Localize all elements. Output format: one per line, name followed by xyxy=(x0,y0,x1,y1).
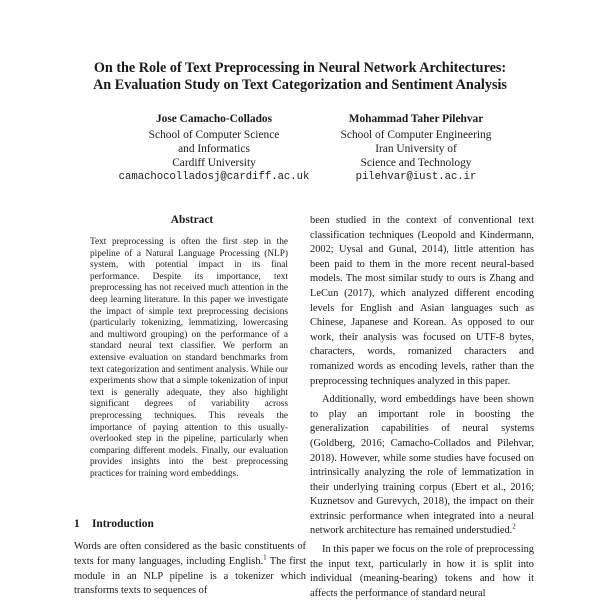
section-number: 1 xyxy=(74,518,80,530)
section-heading xyxy=(74,518,154,530)
author-email: pilehvar@iust.ac.ir xyxy=(355,171,477,183)
paper-title xyxy=(0,60,600,94)
author-name: Jose Camacho-Collados xyxy=(155,113,273,125)
author-name: Mohammad Taher Pilehvar xyxy=(348,113,484,125)
paragraph: In this paper we focus on the role of preprocessing the input text, particularly in how it is split into individual (meaning-bearing) tokens and how it affects the performance of standard neural xyxy=(310,544,534,599)
footnote-marker: 1 xyxy=(263,553,267,562)
abstract-heading: Abstract xyxy=(170,214,214,226)
author-affiliation: Science and Technology xyxy=(360,157,472,169)
author-affiliation: School of Computer Engineering xyxy=(340,129,492,141)
paragraph xyxy=(310,393,534,539)
paragraph: been studied in the context of conventional text classification techniques (Leopold and Kindermann, 2002; Uysal and Gunal, 2014), little attention has been paid to them in the more recent neural-based models. The most similar study to ours is Zhang and LeCun (2017), which analyzed different encoding levels for English and Asian languages such as Chinese, Japanese and Korean. As opposed to our work, their analysis was focused on UTF-8 bytes, characters, words, romanized characters and romanized words as encoding levels, rather than the preprocessing techniques analyzed in this paper. xyxy=(310,215,534,387)
author-affiliation: Iran University of xyxy=(375,143,457,155)
intro-text-part: Words are often considered as the basic constituents of texts for many languages, including English. xyxy=(74,541,306,567)
author-affiliation: School of Computer Science xyxy=(148,129,280,141)
section-title: Introduction xyxy=(92,518,154,530)
introduction-text xyxy=(74,540,306,599)
title-line-2: An Evaluation Study on Text Categorization and Sentiment Analysis xyxy=(93,77,507,93)
author-affiliation: and Informatics xyxy=(178,143,250,155)
abstract-text: Text preprocessing is often the first step in the pipeline of a Natural Language Processing (NLP) system, with potential impact in its final performance. Despite its importance, text preprocessing has not received much attention in the deep learning literature. In this paper we investigate the impact of simple text preprocessing decisions (particularly tokenizing, lemmatizing, lowercasing and multiword grouping) on the performance of a standard neural text classifier. We perform an extensive evaluation on standard benchmarks from text categorization and sentiment analysis. While our experiments show that a simple tokenization of input text is generally adequate, they also highlight significant degrees of variability across preprocessing techniques. This reveals the importance of paying attention to this usually-overlooked step in the pipeline, particularly when comparing different models. Finally, our evaluation provides insights into the best preprocessing practices for training word embeddings. xyxy=(90,237,288,479)
author-block-2 xyxy=(300,112,532,184)
title-line-1: On the Role of Text Preprocessing in Neural Network Architectures: xyxy=(93,60,507,76)
author-email: camachocolladosj@cardiff.ac.uk xyxy=(118,171,310,183)
intro-text-part: The first module in an NLP pipeline is a tokenizer which transforms texts to sequences of xyxy=(74,555,306,597)
footnote-marker: 2 xyxy=(512,523,516,531)
paragraph-text: Additionally, word embeddings have been shown to play an important role in boosting the generalization capabilities of neural systems (Goldberg, 2016; Camacho-Collados and Pilehvar, 2018). However, while some studies have focused on intrinsically analyzing the role of lemmatization in their underlying training corpus (Ebert et al., 2016; Kuznetsov and Gurevych, 2018), the impact on their extrinsic performance when integrated into a neural network architecture has remained understudied. xyxy=(310,394,534,537)
right-column xyxy=(310,214,534,605)
author-affiliation: Cardiff University xyxy=(172,157,256,169)
